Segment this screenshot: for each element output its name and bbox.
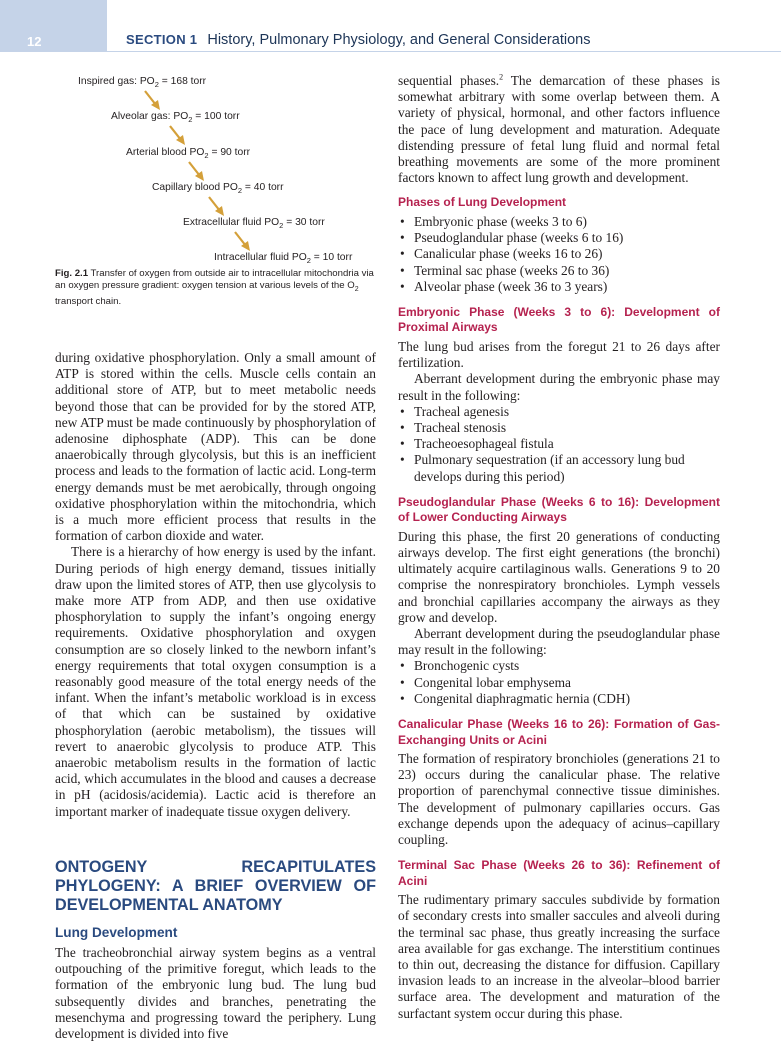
figure-caption: Fig. 2.1 Transfer of oxygen from outside air to intracellular mitochondria via an oxygen pressure gradient: oxygen tension at various levels of the $O_2$ transport chain. xyxy=(55,268,374,307)
heading-terminal-sac: Terminal Sac Phase (Weeks 26 to 36): Refinement of Acini xyxy=(398,858,720,888)
left-paragraph-2: There is a hierarchy of how energy is used by the infant. During periods of high energy demand, tissues initially draw upon the limited stores of ATP, then use glycolysis to make more ATP from ADP, and then use oxidative phosphorylation to supply the infant’s ongoing energy requirements. Oxidative phosphorylation and oxygen consumption are so closely linked to the newborn infant’s energy requirements that total oxygen consumption is a reasonably good measure of the total energy needs of the infant. When the infant’s metabolic workload is in excess of that which can be sustained by oxidative phosphorylation (aerobic metabolism), the tissues will revert to anaerobic glycolysis to produce ATP. This anaerobic metabolism results in the formation of lactic acid, which accumulates in the blood and causes a decrease in pH (acidosis/acidemia). Lactic acid is therefore an important marker of inadequate tissue oxygen delivery. xyxy=(55,544,376,819)
down-arrow-icon xyxy=(166,124,190,146)
header-rule xyxy=(107,51,781,52)
list-item: • Tracheoesophageal fistula xyxy=(398,436,720,452)
subheading-lung-development: Lung Development xyxy=(55,924,178,940)
running-head xyxy=(126,32,590,48)
list-item: • Bronchogenic cysts xyxy=(398,658,720,674)
list-item: • Congenital lobar emphysema xyxy=(398,675,720,691)
fig-step-arterial: Arterial blood $PO_2 = 90$ torr xyxy=(126,147,251,161)
list-item: • Congenital diaphragmatic hernia (CDH) xyxy=(398,691,720,707)
list-item: • Pulmonary sequestration (if an accessory lung bud develops during this period) xyxy=(398,452,720,484)
fig-step-extracellular: Extracellular fluid $PO_2 = 30$ torr xyxy=(183,217,325,231)
left-paragraph-3: The tracheobronchial airway system begins as a ventral outpouching of the primitive foregut, which leads to the formation of the embryonic lung bud. The lung bud subsequently divides and branches, penetrating the mesenchyma and progressing toward the periphery. Lung development is divided into five xyxy=(55,944,376,1041)
list-item: • Pseudoglandular phase (weeks 6 to 16) xyxy=(398,230,720,246)
page-number: 12 xyxy=(27,34,42,49)
right-paragraph-1: sequential phases.$^2$ The demarcation of these phases is somewhat arbitrary with some overlap between them. A variety of physical, hormonal, and other factors influence the pace of lung development and maturation. Adequate distending pressure of fetal lung fluid and normal fetal breathing movements are some of the more prominent factors known to affect lung growth and development. xyxy=(398,72,720,186)
down-arrow-icon xyxy=(185,160,209,182)
section-label: SECTION 1 xyxy=(126,32,198,47)
down-arrow-icon xyxy=(141,89,165,111)
list-item: • Embryonic phase (weeks 3 to 6) xyxy=(398,214,720,230)
pseudo-paragraph-1: During this phase, the first 20 generations of conducting airways develop. The first eight generations (the bronchi) ultimately acquire cartilaginous walls. Generations 9 to 20 comprise the nonrespiratory bronchioles. Lymph vessels and bronchial capillaries accompany the airways as they grow and develop. xyxy=(398,528,720,625)
embryonic-list xyxy=(398,404,720,485)
down-arrow-icon xyxy=(231,230,255,252)
section-heading-ontogeny: ONTOGENY RECAPITULATES PHYLOGENY: A BRIEF OVERVIEW OF DEVELOPMENTAL ANATOMY xyxy=(55,857,376,914)
list-item: • Canalicular phase (weeks 16 to 26) xyxy=(398,246,720,262)
section-title: History, Pulmonary Physiology, and General Considerations xyxy=(207,32,591,48)
right-column xyxy=(398,73,720,1022)
terminal-paragraph-1: The rudimentary primary saccules subdivide by formation of secondary crests into smaller saccules and alveoli during the terminal sac phase, thus greatly increasing the surface area available for gas exchange. The interstitium continues to thin out, decreasing the distance for diffusion. Capillary invasion leads to an increase in the alveolar–blood barrier surface area. The development and maturation of the surfactant system occur during this phase. xyxy=(398,892,720,1021)
heading-embryonic: Embryonic Phase (Weeks 3 to 6): Development of Proximal Airways xyxy=(398,304,720,335)
down-arrow-icon xyxy=(205,195,229,217)
fig-step-capillary: Capillary blood $PO_2 = 40$ torr xyxy=(152,182,284,196)
list-item: • Terminal sac phase (weeks 26 to 36) xyxy=(398,263,720,279)
fig-step-inspired: Inspired gas: $PO_2 = 168$ torr xyxy=(78,76,207,90)
left-paragraph-1: during oxidative phosphorylation. Only a small amount of ATP is stored within the cells. Muscle cells contain an additional store of ATP, but to meet metabolic needs beyond those that can be provided for by the stored ATP, new ATP must be made continuously by phosphorylation of adenosine diphosphate (ADP). This can be done anaerobically through glycolysis, but this is an inefficient process and leads to the formation of lactic acid. Long-term energy demands must be met aerobically, through ongoing oxidative phosphorylation within the mitochondria, which is a much more efficient process that results in the formation of carbon dioxide and water. xyxy=(55,350,376,544)
fig-step-intracellular: Intracellular fluid $PO_2 = 10$ torr xyxy=(214,252,353,266)
fig-step-alveolar: Alveolar gas: $PO_2 = 100$ torr xyxy=(111,111,240,125)
heading-canalicular: Canalicular Phase (Weeks 16 to 26): Formation of Gas-Exchanging Units or Acini xyxy=(398,717,720,747)
list-item: • Tracheal agenesis xyxy=(398,404,720,420)
list-item: • Tracheal stenosis xyxy=(398,420,720,436)
embryonic-paragraph-1: The lung bud arises from the foregut 21 to 26 days after fertilization. xyxy=(398,338,720,371)
pseudo-paragraph-2: Aberrant development during the pseudoglandular phase may result in the following: xyxy=(398,625,720,658)
heading-pseudoglandular: Pseudoglandular Phase (Weeks 6 to 16): Development of Lower Conducting Airways xyxy=(398,494,720,525)
canal-paragraph-1: The formation of respiratory bronchioles (generations 21 to 23) occurs during the canalicular phase. The relative proportion of parenchymal connective tissue diminishes. The development of pulmonary capillaries occurs. Gas exchange depends upon the adequacy of acinus–capillary coupling. xyxy=(398,751,720,848)
phases-list xyxy=(398,214,720,295)
heading-phases: Phases of Lung Development xyxy=(398,195,567,210)
left-column xyxy=(55,350,376,1042)
figure-oxygen-cascade xyxy=(55,72,376,322)
embryonic-paragraph-2: Aberrant development during the embryonic phase may result in the following: xyxy=(398,371,720,403)
list-item: • Alveolar phase (week 36 to 3 years) xyxy=(398,279,720,295)
page-number-tab xyxy=(0,0,107,52)
pseudo-list xyxy=(398,658,720,707)
